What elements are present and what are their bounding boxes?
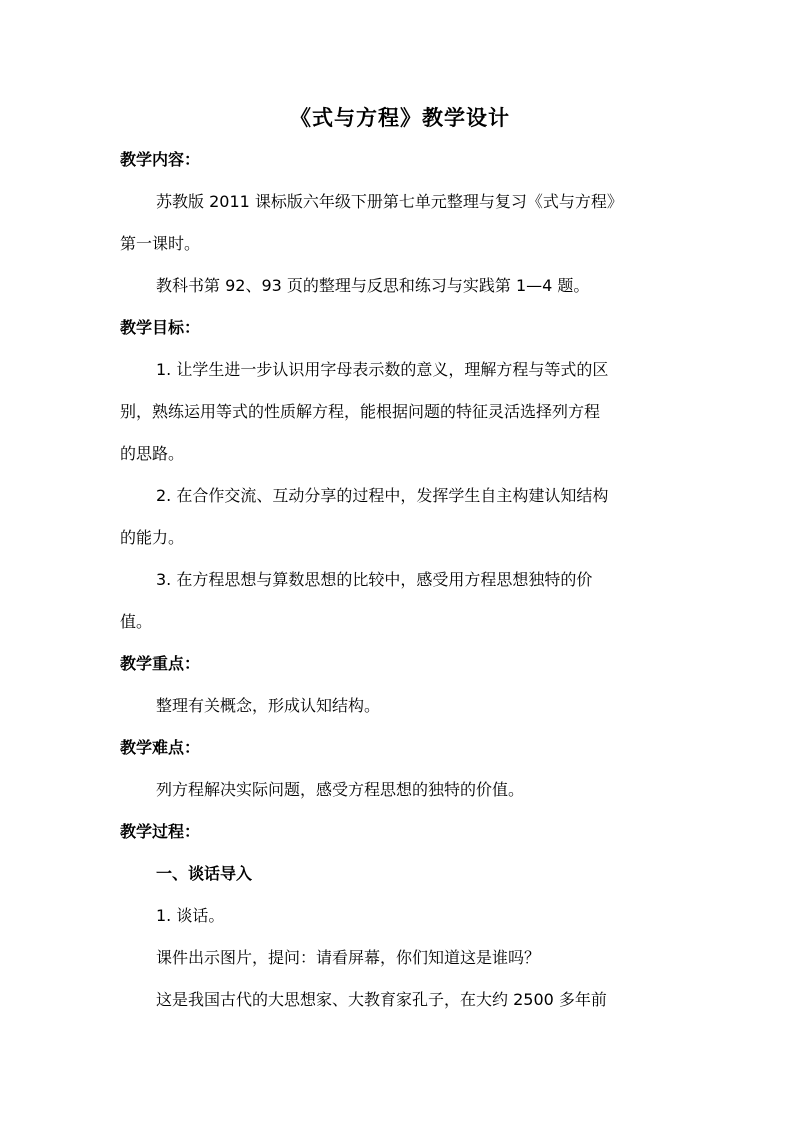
paragraph-line: 第一课时。	[120, 234, 201, 253]
paragraph-line: 教科书第 92、93 页的整理与反思和练习与实践第 1—4 题。	[156, 276, 590, 295]
subsection-heading: 一、谈话导入	[156, 864, 253, 883]
paragraph-line: 2. 在合作交流、互动分享的过程中，发挥学生自主构建认知结构	[156, 486, 609, 505]
paragraph-line: 整理有关概念，形成认知结构。	[156, 696, 381, 715]
section-heading-process: 教学过程：	[120, 822, 201, 841]
document-body	[120, 104, 680, 1030]
paragraph-line: 值。	[120, 612, 153, 631]
paragraph-line: 的思路。	[120, 444, 185, 463]
paragraph-line: 列方程解决实际问题，感受方程思想的独特的价值。	[156, 780, 525, 799]
section-heading-content: 教学内容：	[120, 150, 201, 169]
paragraph-line: 3. 在方程思想与算数思想的比较中，感受用方程思想独特的价	[156, 570, 593, 589]
paragraph-line: 这是我国古代的大思想家、大教育家孔子，在大约 2500 多年前	[156, 990, 607, 1009]
section-heading-difficulties: 教学难点：	[120, 738, 201, 757]
paragraph-line: 课件出示图片，提问：请看屏幕，你们知道这是谁吗？	[156, 948, 541, 967]
paragraph-line: 别，熟练运用等式的性质解方程，能根据问题的特征灵活选择列方程	[120, 402, 601, 421]
page-title: 《式与方程》教学设计	[290, 106, 510, 130]
section-heading-key-points: 教学重点：	[120, 654, 201, 673]
paragraph-line: 苏教版 2011 课标版六年级下册第七单元整理与复习《式与方程》	[156, 192, 623, 211]
paragraph-line: 的能力。	[120, 528, 185, 547]
section-heading-goals: 教学目标：	[120, 318, 201, 337]
paragraph-line: 1. 谈话。	[156, 906, 225, 925]
paragraph-line: 1. 让学生进一步认识用字母表示数的意义，理解方程与等式的区	[156, 360, 609, 379]
